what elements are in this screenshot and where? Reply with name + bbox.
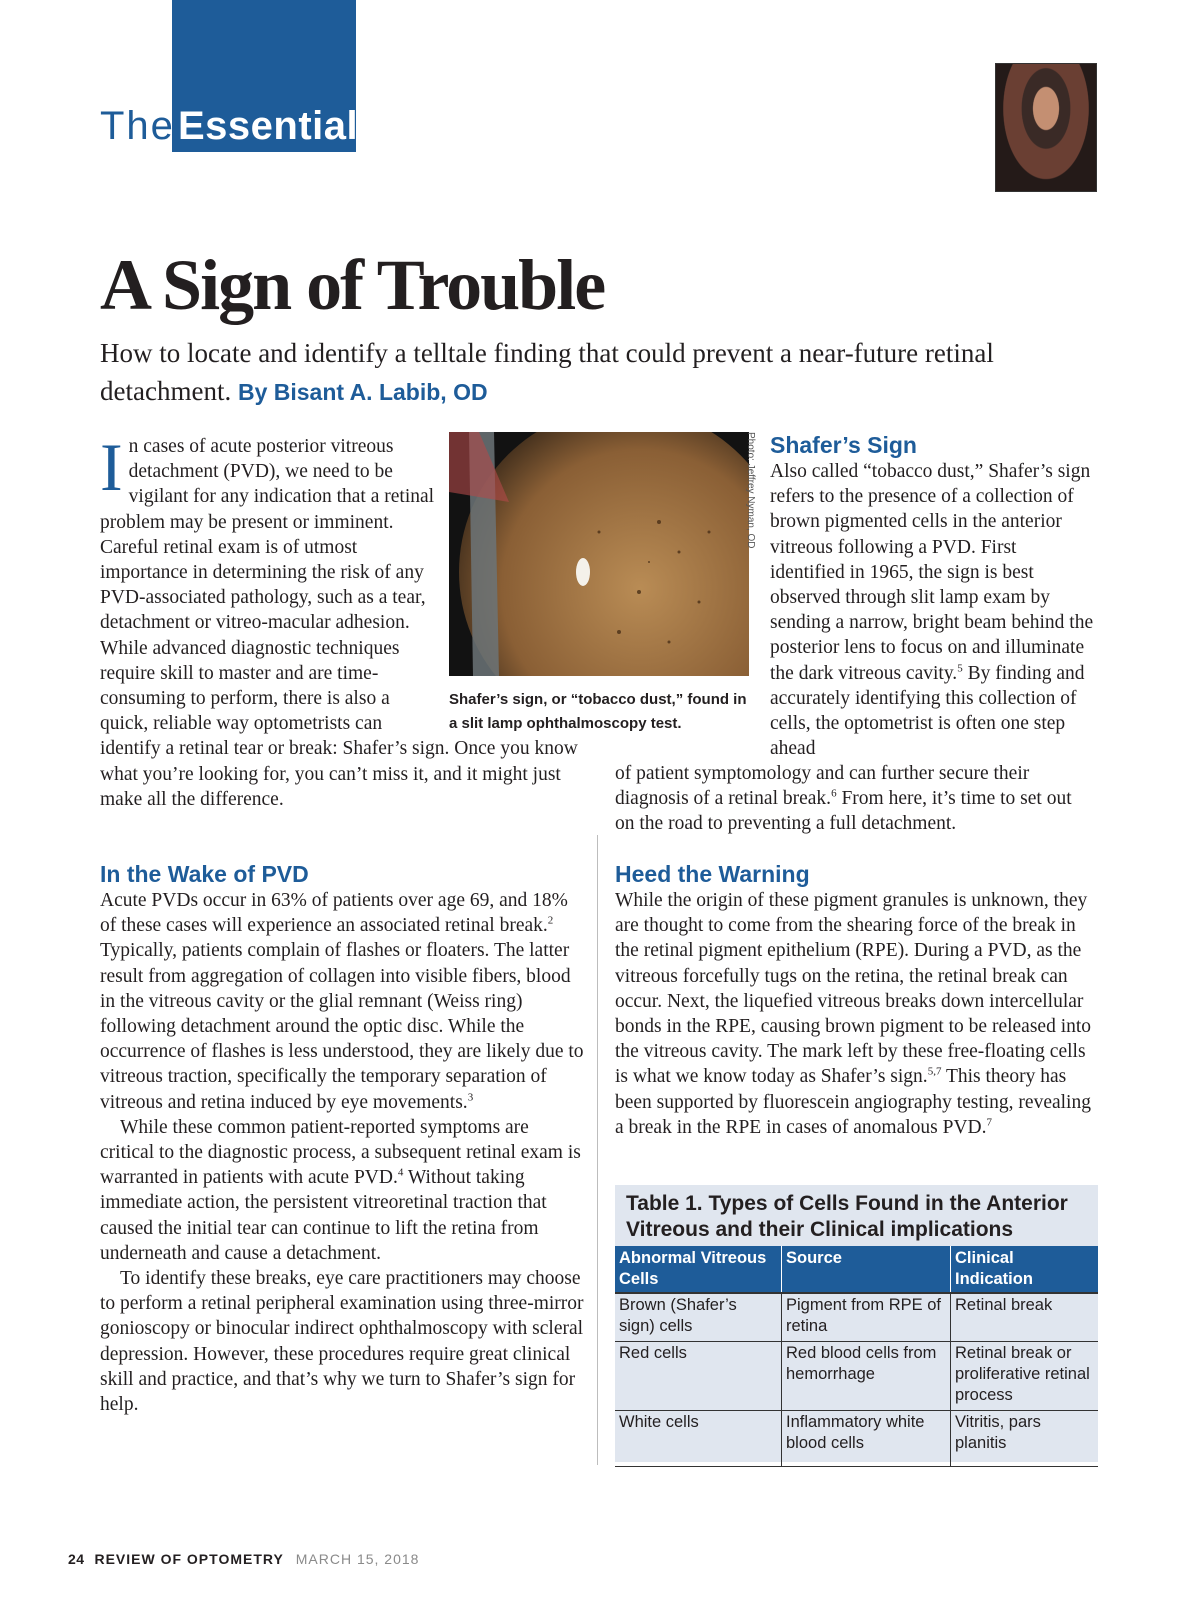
- shafers-sign-paragraph: Also called “tobacco dust,” Shafer’s sign refers to the presence of a collection of brown pigmented cells in the anterior vitreous following a PVD. First identified in 1965, the sign is best observed through slit lamp exam by sending a narrow, bright beam behind the posterior lens to focus on and illuminate the dark vitreous cavity.$^5$ By finding and accurately identifying this collection of cells, the optometrist is often one step ahead: [770, 461, 1094, 760]
- shafers-sign-continued-paragraph: of patient symptomology and can further secure their diagnosis of a retinal break.$^6$ From here, it’s time to set out on the road to preventing a full detachment.: [615, 763, 1072, 835]
- table-row: [615, 1293, 1098, 1342]
- page-footer: [68, 1549, 419, 1569]
- tobacco-dust-photo: [449, 432, 749, 676]
- intro-body-text: n cases of acute posterior vitreous detachment (PVD), we need to be vigilant for any indication that a retinal problem may be present or imminent. Careful retinal exam is of utmost importance in determining the risk of any PVD-associated pathology, such as a tear, detachment or vitreo-macular adhesion. While advanced diagnostic techniques require skill to master and are time-consuming to perform, there is also a quick, reliable way optometrists can identify a retinal tear or break: Shafer’s sign. Once you know what you’re looking for, you can’t miss it, and it might just make all the difference.: [100, 436, 578, 810]
- shafers-sign-text: [770, 459, 1095, 761]
- table-cell: Red cells: [615, 1342, 782, 1411]
- author-photo: [995, 63, 1097, 192]
- table-cell: White cells: [615, 1411, 782, 1467]
- wake-paragraph-1: Acute PVDs occur in 63% of patients over age 69, and 18% of these cases will experience an associated retinal break.$^2$ Typically, patients complain of flashes or floaters. The latter result from aggregation of collagen into visible fibers, blood in the vitreous cavity or the glial remnant (Weiss ring) following detachment around the optic disc. While the occurrence of flashes is less understood, they are likely due to vitreous traction, specifically the temporary separation of vitreous and retina induced by eye movements.$^3$: [100, 890, 584, 1113]
- byline: By Bisant A. Labib, OD: [237, 379, 488, 405]
- table-header-cells: Abnormal Vitreous Cells: [615, 1246, 782, 1293]
- table-title: Table 1. Types of Cells Found in the Anterior Vitreous and their Clinical implications: [626, 1192, 1068, 1241]
- table-header-indication: Clinical Indication: [951, 1246, 1099, 1293]
- table-cell: Retinal break: [951, 1293, 1099, 1342]
- issue-date: MARCH 15, 2018: [295, 1551, 420, 1567]
- heading-wake-of-pvd: In the Wake of PVD: [100, 861, 309, 887]
- article-title: A Sign of Trouble: [100, 245, 605, 325]
- wake-of-pvd-text: [100, 888, 584, 1417]
- figure-image: [449, 432, 749, 676]
- table-cell: Retinal break or proliferative retinal process: [951, 1342, 1099, 1411]
- section-label-prefix: The: [100, 104, 175, 148]
- heading-shafers-sign: Shafer’s Sign: [770, 432, 917, 458]
- article-dek: [100, 334, 1060, 411]
- wake-paragraph-2: While these common patient-reported symptoms are critical to the diagnostic process, a subsequent retinal exam is warranted in patients with acute PVD.$^4$ Without taking immediate action, the persistent vitreoretinal traction that caused the initial tear can continue to lift the retina from underneath and cause a detachment.: [100, 1116, 581, 1264]
- drop-cap: I: [100, 429, 123, 505]
- dek-text: How to locate and identify a telltale finding that could prevent a near-future retinal detachment.: [100, 338, 994, 406]
- figure-caption: Shafer’s sign, or “tobacco dust,” found in a slit lamp ophthalmoscopy test.: [449, 691, 747, 732]
- column-divider: [597, 835, 598, 1465]
- heading-heed-the-warning: Heed the Warning: [615, 861, 810, 887]
- shafers-sign-continued: [615, 761, 1095, 837]
- heed-paragraph-1: While the origin of these pigment granules is unknown, they are thought to come from the shearing force of the break in the retinal pigment epithelium (RPE). During a PVD, as the vitreous forcefully tugs on the retina, the retinal break can occur. Next, the liquefied vitreous breaks down intercellular bonds in the RPE, causing brown pigment to be released into the vitreous cavity. The mark left by these free-floating cells is what we know today as Shafer’s sign.$^{5,7}$ This theory has been supported by fluorescein angiography testing, revealing a break in the RPE in cases of anomalous PVD.$^7$: [615, 890, 1092, 1138]
- table-row: [615, 1411, 1098, 1467]
- heed-the-warning-text: [615, 888, 1099, 1140]
- table-row: [615, 1342, 1098, 1411]
- table-cell: Red blood cells from hemorrhage: [782, 1342, 951, 1411]
- wake-paragraph-3: To identify these breaks, eye care practitioners may choose to perform a retinal peripheral examination using three-mirror gonioscopy or binocular indirect ophthalmoscopy with scleral depression. However, these procedures require great clinical skill and practice, and that’s why we turn to Shafer’s sign for help.: [100, 1268, 584, 1416]
- photo-credit: Photo: Jeffrey Nyman, OD: [745, 432, 756, 549]
- section-label-name: Essentials: [178, 104, 381, 148]
- table-cell: Vitritis, pars planitis: [951, 1411, 1099, 1467]
- table-header-source: Source: [782, 1246, 951, 1293]
- table-header-row: [615, 1246, 1098, 1293]
- table-cell: Brown (Shafer’s sign) cells: [615, 1293, 782, 1342]
- table-cell: Pigment from RPE of retina: [782, 1293, 951, 1342]
- table-cell: Inflammatory white blood cells: [782, 1411, 951, 1467]
- page-number: 24: [68, 1551, 85, 1567]
- cell-types-table: [615, 1246, 1098, 1467]
- magazine-name: REVIEW OF OPTOMETRY: [94, 1551, 284, 1567]
